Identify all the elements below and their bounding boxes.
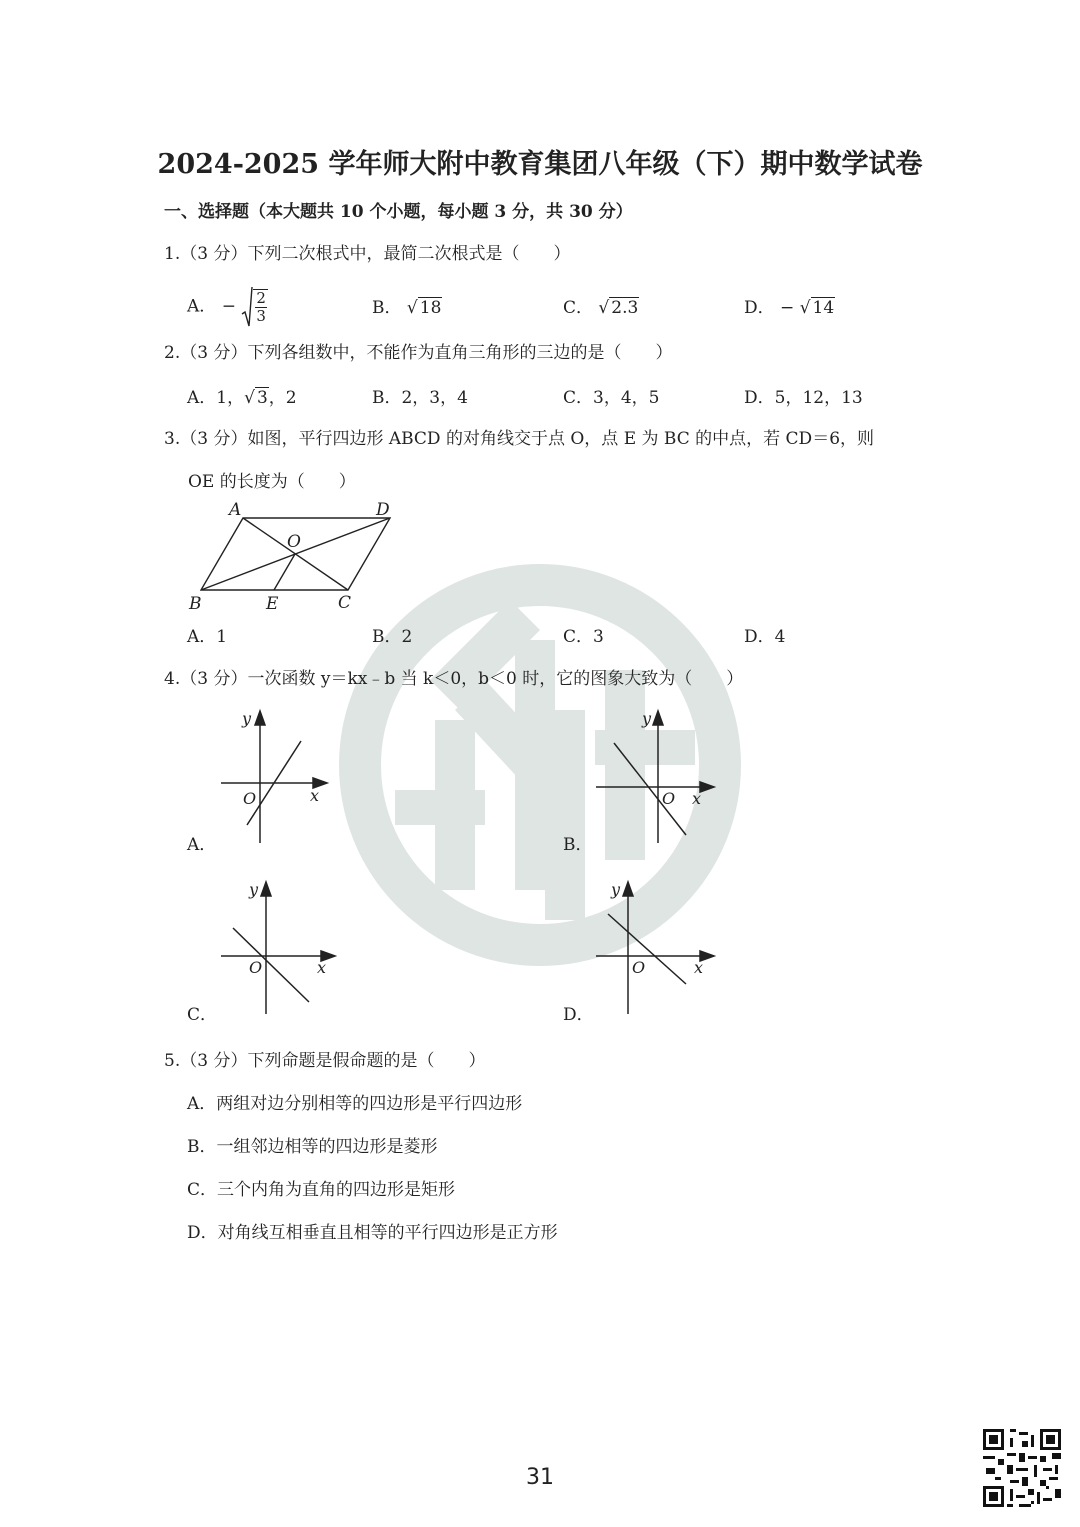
radical-sign: √ 3 xyxy=(244,388,268,408)
q2-option-a-label: A． xyxy=(187,388,217,408)
radical-sign xyxy=(241,286,268,328)
q3-option-c: C．3 xyxy=(563,627,604,647)
question-3-stem-line2: OE 的长度为（ ） xyxy=(188,472,356,492)
q1-a-numerator: 2 xyxy=(256,289,266,307)
q1-option-a-sign: − xyxy=(221,296,236,317)
q1-option-a xyxy=(187,286,268,328)
q4-graph-c xyxy=(215,876,340,1016)
q1-option-c-label: C． xyxy=(563,298,594,318)
q1-b-radicand: 18 xyxy=(419,298,442,318)
q1-option-d xyxy=(744,293,835,318)
q4-option-b: B． xyxy=(563,835,593,855)
q1-option-a-label: A． xyxy=(187,296,217,317)
q4-option-d: D． xyxy=(563,1005,594,1025)
qr-code-icon xyxy=(983,1429,1061,1507)
svg-text:x: x xyxy=(694,958,704,977)
parallelogram-figure xyxy=(185,498,405,616)
svg-text:O: O xyxy=(632,958,646,977)
question-5-stem: 5.（3 分）下列命题是假命题的是（ ） xyxy=(164,1051,486,1071)
svg-text:O: O xyxy=(662,789,676,808)
q4-option-c: C． xyxy=(187,1005,218,1025)
question-2-stem: 2.（3 分）下列各组数中，不能作为直角三角形的三边的是（ ） xyxy=(164,343,673,363)
question-4-stem: 4.（3 分）一次函数 y＝kx﹣b 当 k＜0，b＜0 时，它的图象大致为（ ） xyxy=(164,669,744,689)
label-c: C xyxy=(338,593,352,613)
q2-option-c: C．3，4，5 xyxy=(563,388,660,408)
svg-text:y: y xyxy=(242,709,252,728)
q5-option-b: B．一组邻边相等的四边形是菱形 xyxy=(187,1137,438,1157)
q3-option-b: B．2 xyxy=(372,627,413,647)
q1-d-radicand: 14 xyxy=(812,298,835,318)
q2-option-a-pre: 1， xyxy=(216,388,245,408)
q4-graph-a xyxy=(215,705,335,845)
svg-text:x: x xyxy=(310,786,320,805)
q2-option-d: D．5，12，13 xyxy=(744,388,863,408)
q3-option-a: A．1 xyxy=(187,627,228,647)
q5-option-a: A．两组对边分别相等的四边形是平行四边形 xyxy=(187,1094,523,1114)
q1-option-c xyxy=(563,293,639,318)
label-b: B xyxy=(189,594,202,614)
q1-c-radicand: 2.3 xyxy=(611,298,639,318)
q2-option-a xyxy=(187,383,297,408)
svg-text:x: x xyxy=(317,958,327,977)
exam-title: 2024-2025 学年师大附中教育集团八年级（下）期中数学试卷 xyxy=(157,149,923,180)
question-3-stem-line1: 3.（3 分）如图，平行四边形 ABCD 的对角线交于点 O，点 E 为 BC 的中点，若 CD＝6，则 xyxy=(164,429,875,449)
q1-a-denominator: 3 xyxy=(256,307,266,325)
question-1-stem: 1.（3 分）下列二次根式中，最简二次根式是（ ） xyxy=(164,244,571,264)
radical-sign: √ 14 xyxy=(799,298,835,318)
q1-option-d-label: D． xyxy=(744,298,775,318)
svg-text:x: x xyxy=(692,789,702,808)
q1-option-d-sign: − xyxy=(780,298,795,318)
radical-sign: √ 2.3 xyxy=(598,298,639,318)
label-o: O xyxy=(287,532,301,552)
diagonal-bd xyxy=(201,518,390,590)
svg-text:y: y xyxy=(642,709,652,728)
page-number: 31 xyxy=(526,1465,554,1490)
q2-option-b: B．2，3，4 xyxy=(372,388,468,408)
q4-option-a: A． xyxy=(187,835,217,855)
label-e: E xyxy=(266,594,279,614)
q5-option-d: D．对角线互相垂直且相等的平行四边形是正方形 xyxy=(187,1223,558,1243)
q2-option-a-post: ，2 xyxy=(268,388,297,408)
svg-text:O: O xyxy=(249,958,263,977)
q1-option-b-label: B． xyxy=(372,298,402,318)
label-a: A xyxy=(229,500,242,520)
q2-a-radicand: 3 xyxy=(256,388,268,408)
svg-text:O: O xyxy=(243,789,257,808)
segment-oe xyxy=(274,554,295,590)
q3-option-d: D．4 xyxy=(744,627,786,647)
svg-text:y: y xyxy=(611,880,621,899)
svg-text:y: y xyxy=(249,880,259,899)
section-heading-choice: 一、选择题（本大题共 10 个小题，每小题 3 分，共 30 分） xyxy=(164,202,633,222)
label-d: D xyxy=(376,500,390,520)
q1-option-b xyxy=(372,293,442,318)
radical-sign: √ 18 xyxy=(406,298,442,318)
q4-graph-b xyxy=(590,705,720,845)
q4-graph-d xyxy=(590,876,720,1016)
q5-option-c: C．三个内角为直角的四边形是矩形 xyxy=(187,1180,456,1200)
